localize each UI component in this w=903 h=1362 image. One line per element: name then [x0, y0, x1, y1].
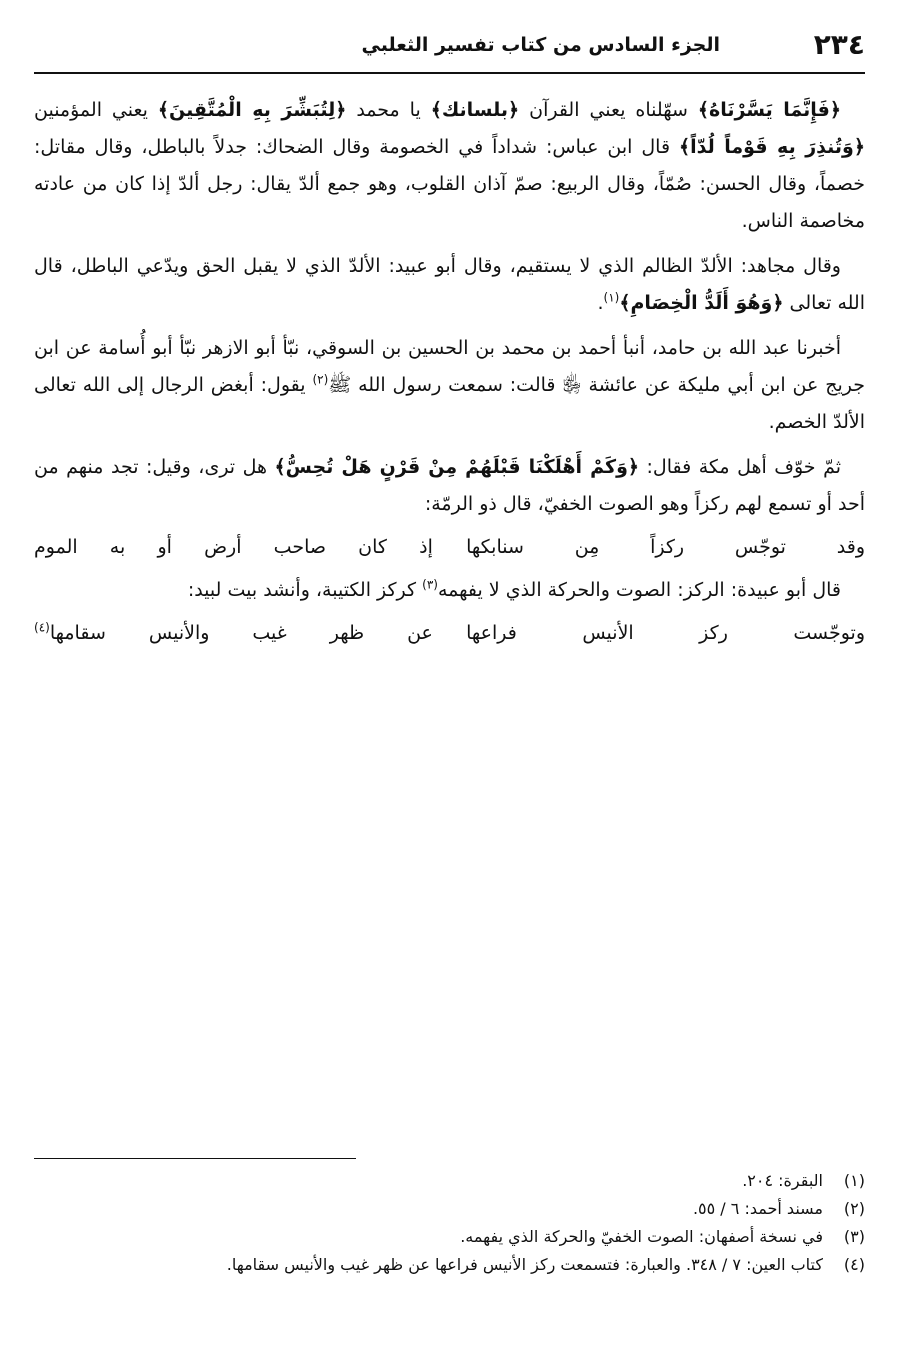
quran-quote: ﴿بلسانك﴾ [430, 99, 520, 121]
footnote-ref-3[interactable]: (٣) [422, 577, 438, 592]
verse-first-hemistich: وقد توجّس ركزاً مِن سنابكها [466, 536, 865, 558]
footnote-ref-2[interactable]: (٢) [312, 372, 329, 387]
footnote-text: في نسخة أصفهان: الصوت الخفيّ والحركة الذي يفهمه. [460, 1227, 823, 1246]
text-span: كركز الكتيبة، وأنشد بيت لبيد: [187, 579, 423, 601]
text-span: . [597, 292, 604, 314]
footnote-text: كتاب العين: ٧ / ٣٤٨. والعبارة: فتسمعت ركز الأنيس فراعها عن ظهر غيب والأنيس سقامها. [226, 1255, 823, 1274]
footnote-number: (١) [843, 1171, 865, 1190]
footnote-ref-1[interactable]: (١) [603, 290, 620, 305]
text-span: يا محمد [346, 99, 431, 121]
footnote-item [34, 1195, 865, 1223]
quran-quote: ﴿فَإِنَّمَا يَسَّرْنَاهُ﴾ [697, 99, 841, 121]
verse-second-hemistich: إذ كان صاحب أرض أو به الموم [34, 536, 433, 558]
text-span: هل ترى، وقيل: تجد منهم من أحد أو تسمع لهم ركزاً وهو الصوت الخفيّ، قال ذو الرمّة: [34, 456, 865, 515]
text-span: سهّلناه يعني القرآن [519, 99, 698, 121]
footnote-number: (٢) [843, 1199, 865, 1218]
verse-first-hemistich: وتوجّست ركز الأنيس فراعها [466, 622, 865, 644]
poem-verse-2 [34, 615, 865, 652]
footnote-text: البقرة: ٢٠٤. [742, 1171, 823, 1190]
footnote-item [34, 1251, 865, 1279]
paragraph-1 [34, 92, 865, 240]
quran-quote: ﴿وَتُنذِرَ بِهِ قَوْماً لُدّاً﴾ [679, 136, 865, 158]
paragraph-4 [34, 449, 865, 523]
footnote-ref-4[interactable]: (٤) [34, 620, 50, 635]
text-span: وقال مجاهد: الألدّ الظالم الذي لا يستقيم، وقال أبو عبيد: الألدّ الذي لا يقبل الحق ويدّعي الباطل، قال الله تعالى [34, 255, 865, 314]
quran-quote: ﴿لِتُبَشِّرَ بِهِ الْمُتَّقِينَ﴾ [157, 99, 347, 121]
footnote-text: مسند أحمد: ٦ / ٥٥. [692, 1199, 823, 1218]
text-span: أخبرنا عبد الله بن حامد، أنبأ أحمد بن محمد بن الحسين بن السوقي، نبّأ أبو الازهر نبّأ أبو أُسامة عن ابن جريج عن ابن أبي مليكة عن عائشة ﵂ قالت: سمعت رسول الله ﷺ [34, 337, 865, 396]
footnote-number: (٤) [843, 1255, 865, 1274]
running-title: الجزء السادس من كتاب تفسير الثعلبي [361, 34, 720, 56]
verse-second-hemistich [34, 615, 433, 652]
text-span: قال أبو عبيدة: الركز: الصوت والحركة الذي لا يفهمه [437, 579, 841, 601]
text-span: يقول: أبغض الرجال إلى الله تعالى الألدّ الخصم. [34, 374, 865, 433]
paragraph-3 [34, 330, 865, 441]
text-span: يعني المؤمنين [34, 99, 158, 121]
footnotes [34, 1167, 865, 1279]
running-header [34, 28, 865, 74]
quran-quote: ﴿وَهُوَ أَلَدُّ الْخِصَامِ﴾ [619, 292, 784, 314]
text-span: قال ابن عباس: شداداً في الخصومة وقال الضحاك: جدلاً بالباطل، وقال مقاتل: خصماً، وقال الحسن: صُمّاً، وقال الربيع: صمّ آذان القلوب، وهو جمع ألدّ يقال: رجل ألدّ إذا كان من عادته مخاصمة الناس. [34, 136, 865, 232]
main-text [34, 92, 865, 658]
text-span: عن ظهر غيب والأنيس سقامها [49, 622, 433, 644]
page-number: ٢٣٤ [813, 28, 865, 61]
quran-quote: ﴿وَكَمْ أَهْلَكْنَا قَبْلَهُمْ مِنْ قَرْنٍ هَلْ تُحِسُّ﴾ [274, 456, 640, 478]
footnote-item [34, 1223, 865, 1251]
footnote-item [34, 1167, 865, 1195]
text-span: ثمّ خوّف أهل مكة فقال: [639, 456, 841, 478]
poem-verse-1 [34, 529, 865, 566]
footnote-number: (٣) [843, 1227, 865, 1246]
footnote-separator [34, 1158, 356, 1159]
paragraph-5 [34, 572, 865, 609]
paragraph-2 [34, 248, 865, 322]
